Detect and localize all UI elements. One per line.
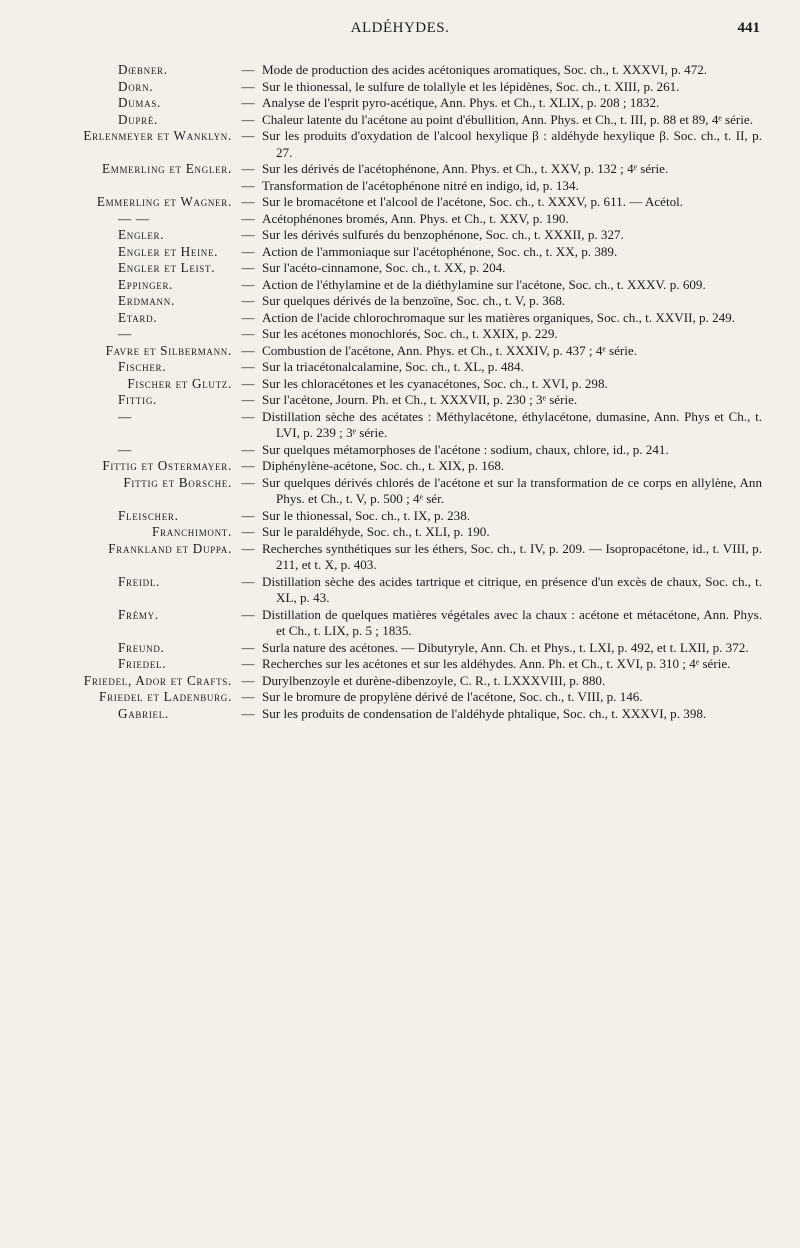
bibliography-entry <box>0 656 800 673</box>
bibliography-entry <box>0 211 800 228</box>
entry-dash: — <box>241 392 255 407</box>
entry-text: Sur les dérivés sulfurés du benzophénone, Soc. ch., t. XXXII, p. 327. <box>262 227 624 242</box>
bibliography-entry <box>0 673 800 690</box>
entry-dash: — <box>241 408 255 424</box>
entry-author: Engler et Heine. <box>118 243 219 259</box>
entry-text: Recherches sur les acétones et sur les aldéhydes. Ann. Ph. et Ch., t. XVI, p. 310 ; 4ᵉ série. <box>262 656 731 671</box>
entry-dash: — <box>241 161 255 176</box>
entry-text: Analyse de l'esprit pyro-acétique, Ann. Phys. et Ch., t. XLIX, p. 208 ; 1832. <box>262 95 660 110</box>
entry-dash: — <box>241 243 255 259</box>
bibliography-entry <box>0 161 800 178</box>
entry-author: Dorn. <box>118 78 154 94</box>
entry-text: Diphénylène-acétone, Soc. ch., t. XIX, p. 168. <box>262 458 505 473</box>
entry-text: Sur les acétones monochlorés, Soc. ch., t. XXIX, p. 229. <box>262 326 558 341</box>
entry-dash: — <box>241 210 255 226</box>
entry-author-ditto: — <box>118 441 132 457</box>
bibliography-entry <box>0 376 800 393</box>
entry-dash: — <box>241 540 255 556</box>
entry-author: Emmerling et Engler. <box>102 161 232 176</box>
entry-dash: — <box>241 507 255 523</box>
entry-dash: — <box>241 62 255 77</box>
entry-author: Franchimont. <box>151 524 232 539</box>
page-header <box>40 20 760 42</box>
entry-text: Sur quelques métamorphoses de l'acétone : sodium, chaux, chlore, id., p. 241. <box>262 441 669 457</box>
entry-dash: — <box>241 293 255 308</box>
bibliography-entry <box>0 541 800 574</box>
entry-author: Favre et Silbermann. <box>105 342 232 358</box>
bibliography-entry <box>0 277 800 294</box>
entry-dash: — <box>241 177 255 193</box>
bibliography-entry <box>0 128 800 161</box>
entry-dash: — <box>241 78 255 94</box>
entry-text: Sur les chloracétones et les cyanacétones, Soc. ch., t. XVI, p. 298. <box>262 375 608 391</box>
entry-text: Combustion de l'acétone, Ann. Phys. et Ch., t. XXXIV, p. 437 ; 4ᵉ série. <box>262 342 637 358</box>
entry-author: Dumas. <box>118 95 162 110</box>
entry-text: Surla nature des acétones. — Dibutyryle, Ann. Ch. et Phys., t. LXI, p. 492, et t. LXII, p. 372. <box>262 639 749 655</box>
entry-author: Emmerling et Wagner. <box>96 194 232 209</box>
entry-text: Sur le bromacétone et l'alcool de l'acétone, Soc. ch., t. XXXV, p. 611. — Acétol. <box>262 194 684 209</box>
entry-text: Distillation sèche des acétates : Méthylacétone, éthylacétone, dumasine, Ann. Phys et Ch., t. LVI, p. 239 ; 3ᵉ série. <box>262 408 762 440</box>
entry-text: Sur l'acéto-cinnamone, Soc. ch., t. XX, p. 204. <box>262 260 506 275</box>
entry-text: Sur les dérivés de l'acétophénone, Ann. Phys. et Ch., t. XXV, p. 132 ; 4ᵉ série. <box>262 161 669 176</box>
bibliography-entry <box>0 640 800 657</box>
entry-author: Engler et Leist. <box>118 260 216 275</box>
entry-author: Engler. <box>118 227 165 242</box>
entry-text: Sur le thionessal, Soc. ch., t. IX, p. 238. <box>262 507 471 523</box>
entry-author: Freidl. <box>118 573 161 589</box>
bibliography-entry <box>0 689 800 706</box>
entry-text: Recherches synthétiques sur les éthers, Soc. ch., t. IV, p. 209. — Isopropacétone, id., t. VIII, p. 211, et t. X, p. 403. <box>262 540 762 572</box>
entry-dash: — <box>241 606 255 622</box>
entry-author: Erdmann. <box>118 293 175 308</box>
bibliography-entry <box>0 326 800 343</box>
bibliography-entry <box>0 244 800 261</box>
bibliography-entry <box>0 343 800 360</box>
bibliography-entry <box>0 112 800 129</box>
page-number: 441 <box>737 20 760 36</box>
entry-text: Sur quelques dérivés chlorés de l'acétone et sur la transformation de ce corps en allylène, Ann Phys. et Ch., t. V, p. 500 ; 4ᵉ sér. <box>262 474 762 506</box>
entry-text: Chaleur latente du l'acétone au point d'ébullition, Ann. Phys. et Ch., t. III, p. 88 et 89, 4ᵉ série. <box>262 111 753 127</box>
entry-dash: — <box>241 194 255 209</box>
entry-author: Fischer. <box>118 359 167 374</box>
entry-author-ditto: — — <box>118 210 150 226</box>
bibliography-entry <box>0 409 800 442</box>
entry-text: Sur les produits de condensation de l'aldéhyde phtalique, Soc. ch., t. XXXVI, p. 398. <box>262 705 707 721</box>
bibliography-entry <box>0 178 800 195</box>
bibliography-entry <box>0 79 800 96</box>
bibliography-entry <box>0 607 800 640</box>
entry-dash: — <box>241 111 255 127</box>
entry-author: Gabriel. <box>118 705 169 721</box>
entry-dash: — <box>241 309 255 325</box>
entry-author: Friedel et Ladenburg. <box>99 689 232 704</box>
entry-author: Freund. <box>118 639 165 655</box>
entry-author: Friedel, Ador et Crafts. <box>83 672 232 688</box>
entry-author-ditto: — <box>118 408 132 424</box>
entry-author: Friedel. <box>118 656 167 671</box>
entry-dash: — <box>241 689 255 704</box>
entry-dash: — <box>241 276 255 292</box>
entry-dash: — <box>241 95 255 110</box>
bibliography-entry <box>0 260 800 277</box>
running-head: ALDÉHYDES. <box>350 20 450 36</box>
bibliography-entry <box>0 293 800 310</box>
bibliography-entry <box>0 574 800 607</box>
bibliography-entry <box>0 442 800 459</box>
entry-author: Fittig et Borsche. <box>123 474 232 490</box>
bibliography-entry <box>0 475 800 508</box>
bibliography-entry <box>0 392 800 409</box>
entry-text: Sur les produits d'oxydation de l'alcool hexylique β : aldéhyde hexylique β. Soc. ch., t. II, p. 27. <box>262 128 762 160</box>
entry-author: Frankland et Duppa. <box>108 540 232 556</box>
bibliography-entry <box>0 508 800 525</box>
bibliography-entry <box>0 62 800 79</box>
entry-dash: — <box>241 375 255 391</box>
entry-text: Sur quelques dérivés de la benzoïne, Soc. ch., t. V, p. 368. <box>262 293 566 308</box>
entry-text: Sur la triacétonalcalamine, Soc. ch., t. XL, p. 484. <box>262 359 524 374</box>
entry-dash: — <box>241 672 255 688</box>
entry-author: Frémy. <box>118 606 159 622</box>
entry-text: Sur le bromure de propylène dérivé de l'acétone, Soc. ch., t. VIII, p. 146. <box>262 689 643 704</box>
entry-dash: — <box>241 227 255 242</box>
entry-dash: — <box>241 705 255 721</box>
entry-text: Action de l'éthylamine et de la diéthylamine sur l'acétone, Soc. ch., t. XXXV. p. 609. <box>262 276 706 292</box>
bibliography-list <box>0 62 800 722</box>
bibliography-entry <box>0 194 800 211</box>
entry-dash: — <box>241 326 255 341</box>
entry-dash: — <box>241 260 255 275</box>
entry-author: Dœbner. <box>118 62 168 77</box>
entry-author: Fleischer. <box>118 507 179 523</box>
entry-text: Action de l'acide chlorochromaque sur les matières organiques, Soc. ch., t. XXVII, p. 249. <box>262 309 735 325</box>
entry-author-ditto: — <box>118 326 132 341</box>
bibliography-entry <box>0 524 800 541</box>
entry-author: Etard. <box>118 309 158 325</box>
entry-author: Erlenmeyer et Wanklyn. <box>83 128 232 143</box>
entry-text: Distillation de quelques matières végétales avec la chaux : acétone et métacétone, Ann. Phys. et Ch., t. LIX, p. 5 ; 1835. <box>262 606 762 638</box>
entry-text: Distillation sèche des acides tartrique et citrique, en présence d'un excès de chaux, Soc. ch., t. XL, p. 43. <box>262 573 762 605</box>
entry-dash: — <box>241 359 255 374</box>
bibliography-entry <box>0 310 800 327</box>
entry-text: Acétophénones bromés, Ann. Phys. et Ch., t. XXV, p. 190. <box>262 210 569 226</box>
entry-text: Transformation de l'acétophénone nitré en indigo, id, p. 134. <box>262 177 579 193</box>
entry-dash: — <box>241 656 255 671</box>
entry-author: Fittig et Ostermayer. <box>102 458 232 473</box>
bibliography-entry <box>0 227 800 244</box>
entry-author: Dupré. <box>118 111 159 127</box>
entry-text: Sur le thionessal, le sulfure de tolallyle et les lépidènes, Soc. ch., t. XIII, p. 261. <box>262 78 680 94</box>
entry-dash: — <box>241 573 255 589</box>
bibliography-entry <box>0 95 800 112</box>
entry-dash: — <box>241 458 255 473</box>
entry-text: Mode de production des acides acétoniques aromatiques, Soc. ch., t. XXXVI, p. 472. <box>262 62 708 77</box>
entry-text: Sur l'acétone, Journ. Ph. et Ch., t. XXXVII, p. 230 ; 3ᵉ série. <box>262 392 578 407</box>
entry-text: Action de l'ammoniaque sur l'acétophénone, Soc. ch., t. XX, p. 389. <box>262 243 618 259</box>
entry-dash: — <box>241 342 255 358</box>
bibliography-entry <box>0 359 800 376</box>
entry-author: Eppinger. <box>118 276 174 292</box>
entry-dash: — <box>241 128 255 143</box>
bibliography-entry <box>0 458 800 475</box>
bibliography-entry <box>0 706 800 723</box>
entry-author: Fittig. <box>118 392 158 407</box>
entry-text: Sur le paraldéhyde, Soc. ch., t. XLI, p. 190. <box>262 524 490 539</box>
entry-author: Fischer et Glutz. <box>127 375 232 391</box>
entry-dash: — <box>241 441 255 457</box>
entry-dash: — <box>241 639 255 655</box>
entry-text: Durylbenzoyle et durène-dibenzoyle, C. R., t. LXXXVIII, p. 880. <box>262 672 606 688</box>
entry-dash: — <box>241 524 255 539</box>
entry-dash: — <box>241 474 255 490</box>
